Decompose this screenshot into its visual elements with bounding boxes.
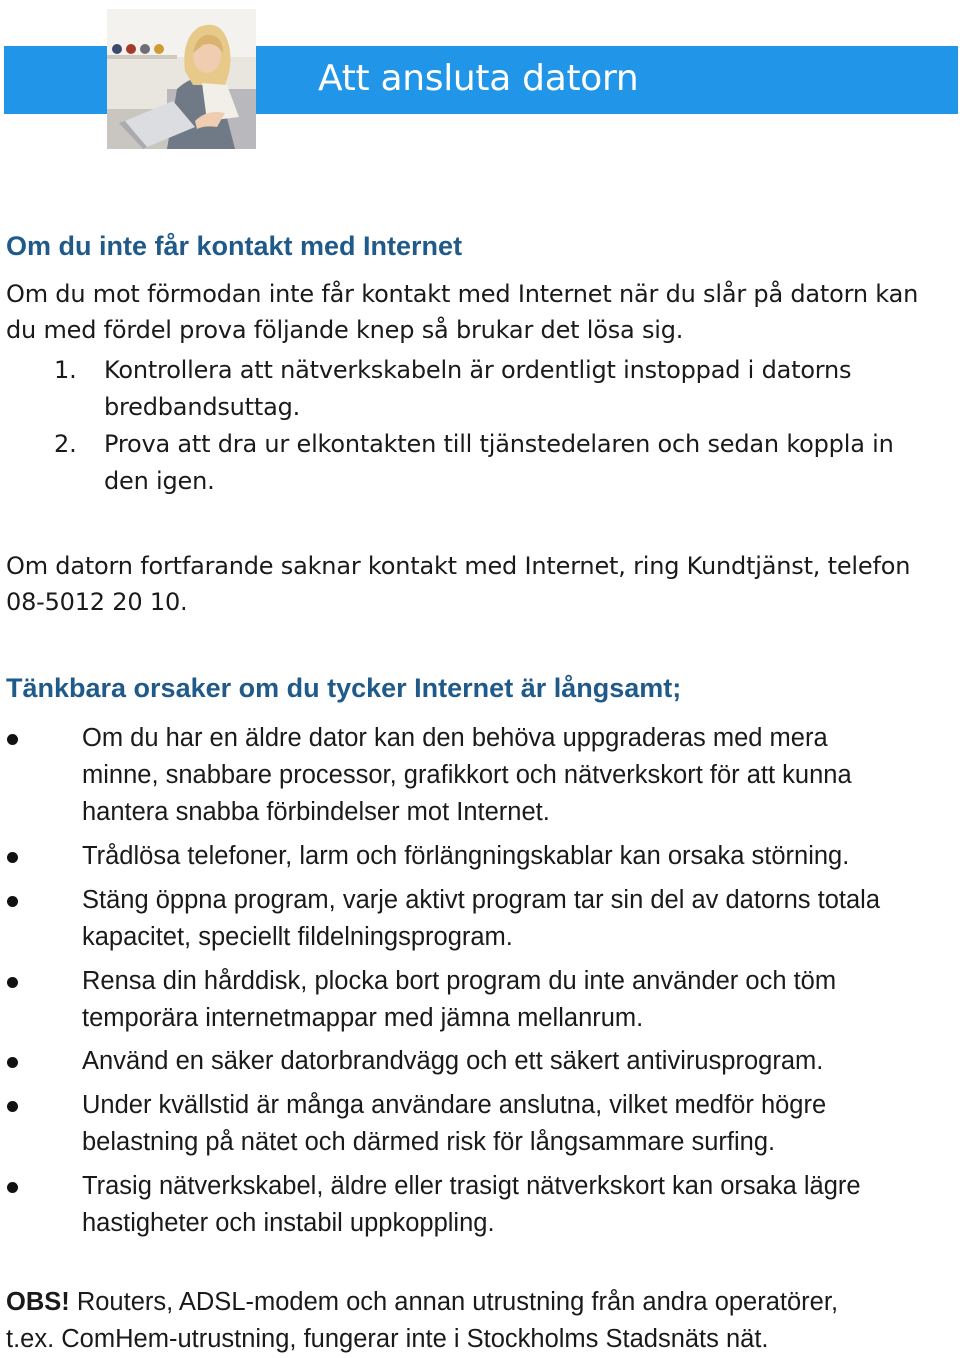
section-heading-slow-internet: Tänkbara orsaker om du tycker Internet är långsamt; xyxy=(6,673,682,703)
bullet-icon xyxy=(7,1182,18,1193)
list-item-text: hantera snabba förbindelser mot Internet. xyxy=(82,798,550,826)
followup-line-2: 08-5012 20 10. xyxy=(6,588,188,616)
obs-note-text: Routers, ADSL-modem och annan utrustning från andra operatörer, xyxy=(69,1288,839,1316)
step-text: den igen. xyxy=(104,467,215,495)
bullet-icon xyxy=(7,1057,18,1068)
bullet-icon xyxy=(7,896,18,907)
page-title: Att ansluta datorn xyxy=(318,58,639,99)
list-item-text: kapacitet, speciellt fildelningsprogram. xyxy=(82,923,513,951)
list-item-text: hastigheter och instabil uppkoppling. xyxy=(82,1209,495,1237)
intro-line-1: Om du mot förmodan inte får kontakt med Internet när du slår på datorn kan xyxy=(6,280,919,308)
intro-line-2: du med fördel prova följande knep så brukar det lösa sig. xyxy=(6,316,684,344)
step-text: Prova att dra ur elkontakten till tjänstedelaren och sedan koppla in xyxy=(104,430,894,458)
list-item-text: minne, snabbare processor, grafikkort och nätverkskort för att kunna xyxy=(82,761,852,789)
bullet-icon xyxy=(7,852,18,863)
step-number: 2. xyxy=(54,430,77,458)
list-item-text: Under kvällstid är många användare anslutna, vilket medför högre xyxy=(82,1091,827,1119)
list-item-text: Stäng öppna program, varje aktivt program tar sin del av datorns totala xyxy=(82,886,881,914)
list-item-text: Om du har en äldre dator kan den behöva uppgraderas med mera xyxy=(82,724,828,752)
obs-note-line-1 xyxy=(6,1284,838,1321)
section-heading-no-connection: Om du inte får kontakt med Internet xyxy=(6,231,463,261)
step-text: Kontrollera att nätverkskabeln är ordentligt instoppad i datorns xyxy=(104,356,852,384)
list-item-text: Trasig nätverkskabel, äldre eller trasigt nätverkskort kan orsaka lägre xyxy=(82,1172,861,1200)
obs-note-line-2: t.ex. ComHem-utrustning, fungerar inte i Stockholms Stadsnäts nät. xyxy=(6,1325,769,1353)
list-item-text: Trådlösa telefoner, larm och förlängningskablar kan orsaka störning. xyxy=(82,842,850,870)
obs-label: OBS! xyxy=(6,1288,70,1316)
list-item-text: Använd en säker datorbrandvägg och ett säkert antivirusprogram. xyxy=(82,1047,824,1075)
bullet-icon xyxy=(7,977,18,988)
list-item-text: belastning på nätet och därmed risk för långsammare surfing. xyxy=(82,1128,776,1156)
bullet-icon xyxy=(7,734,18,745)
list-item-text: Rensa din hårddisk, plocka bort program du inte använder och töm xyxy=(82,967,837,995)
header-photo xyxy=(107,9,256,149)
step-text: bredbandsuttag. xyxy=(104,393,301,421)
bullet-icon xyxy=(7,1101,18,1112)
list-item-text: temporära internetmappar med jämna mellanrum. xyxy=(82,1004,644,1032)
step-number: 1. xyxy=(54,356,77,384)
followup-line-1: Om datorn fortfarande saknar kontakt med Internet, ring Kundtjänst, telefon xyxy=(6,552,911,580)
